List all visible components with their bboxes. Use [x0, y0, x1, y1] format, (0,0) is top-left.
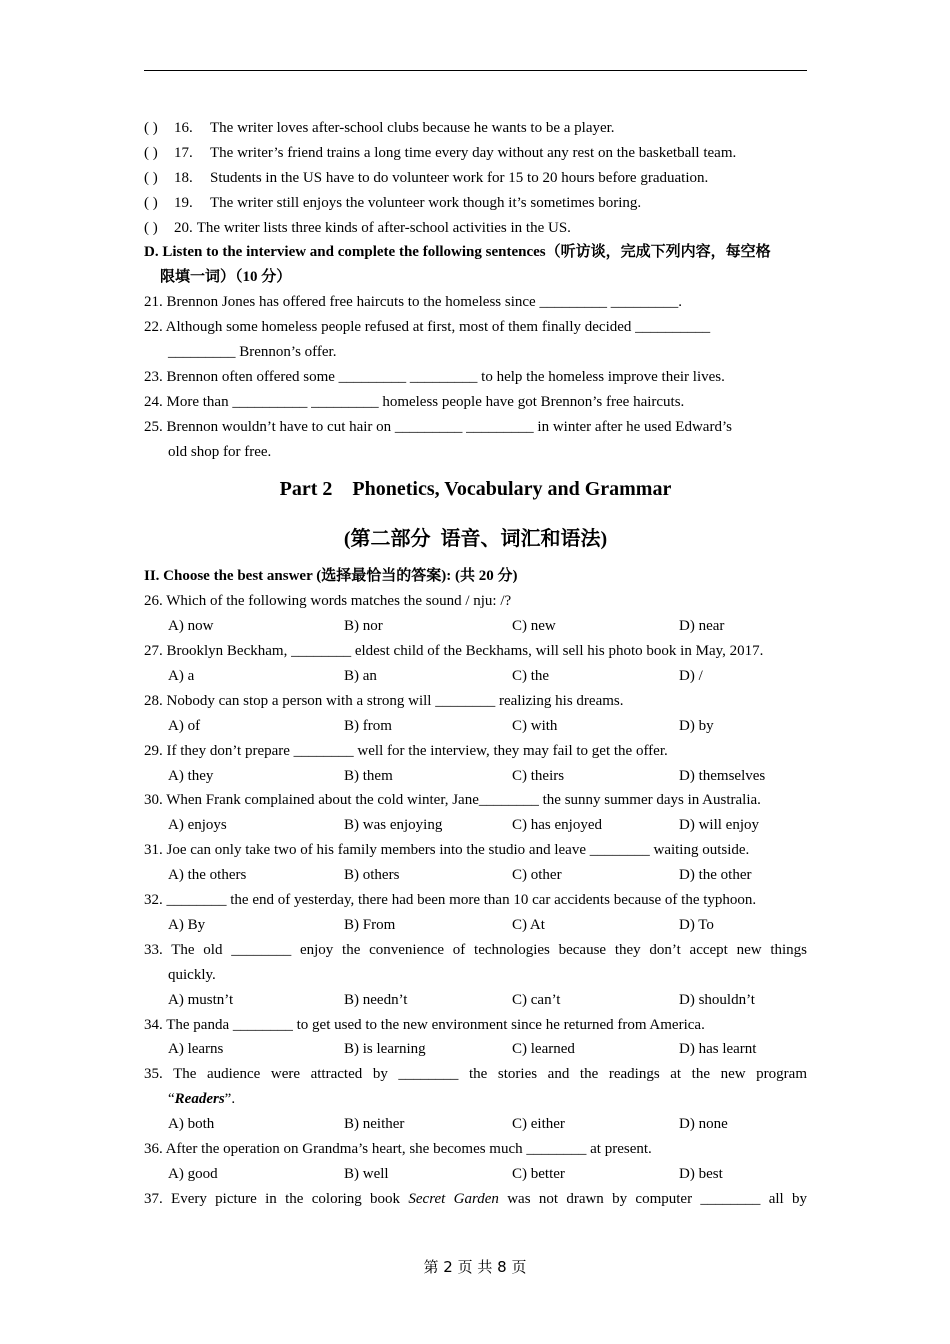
question-number: 17. — [174, 144, 193, 161]
option-c: C) better — [512, 1165, 565, 1182]
mc-options-32 — [144, 913, 807, 938]
option-c: C) learned — [512, 1041, 575, 1058]
section-d-heading: D. Listen to the interview and complete the following sentences（听访谈，完成下列内容，每空格 — [144, 244, 771, 261]
option-c: C) other — [512, 867, 562, 884]
mc-stem-34: 34. The panda ________ to get used to the new environment since he returned from America. — [144, 1016, 705, 1033]
tf-item-16 — [144, 116, 807, 141]
option-a: A) mustn’t — [168, 991, 234, 1008]
mc-stem-27: 27. Brooklyn Beckham, ________ eldest child of the Beckhams, will sell his photo book in May, 2017. — [144, 643, 764, 660]
mc-options-26 — [144, 614, 807, 639]
mc-options-36 — [144, 1162, 807, 1187]
tf-item-18 — [144, 166, 807, 191]
option-b: B) an — [344, 668, 377, 685]
answer-blank: ( ) — [144, 169, 158, 186]
option-b: B) is learning — [344, 1041, 426, 1058]
option-b: B) them — [344, 767, 393, 784]
option-c: C) with — [512, 717, 558, 734]
mc-options-29 — [144, 764, 807, 789]
question-text: The writer loves after-school clubs because he wants to be a player. — [210, 120, 615, 136]
option-a: A) a — [168, 668, 195, 685]
mc-stem-28: 28. Nobody can stop a person with a strong will ________ realizing his dreams. — [144, 692, 624, 709]
mc-stem-33-cont: quickly. — [168, 966, 216, 983]
option-d: D) / — [679, 668, 703, 685]
mc-stem-35-cont — [144, 1087, 807, 1112]
option-d: D) none — [679, 1116, 728, 1133]
mc-stem-32: 32. ________ the end of yesterday, there had been more than 10 car accidents because of the typhoon. — [144, 892, 757, 909]
option-b: B) From — [344, 916, 396, 933]
mc-stem-35: 35. The audience were attracted by ________ the stories and the readings at the new program — [144, 1066, 807, 1083]
option-d: D) near — [679, 618, 725, 635]
option-c: C) new — [512, 618, 556, 635]
option-c: C) At — [512, 916, 545, 933]
option-c: C) has enjoyed — [512, 817, 602, 834]
fill-item-22: 22. Although some homeless people refused at first, most of them finally decided __________ — [144, 319, 711, 336]
section-ii-heading: II. Choose the best answer (选择最恰当的答案): (共 20 分) — [144, 568, 518, 585]
question-text: The writer lists three kinds of after-school activities in the US. — [196, 219, 571, 236]
fill-item-24: 24. More than __________ _________ homeless people have got Brennon’s free haircuts. — [144, 393, 685, 410]
mc-stem-36: 36. After the operation on Grandma’s heart, she becomes much ________ at present. — [144, 1140, 652, 1157]
question-number: 18. — [174, 169, 193, 186]
question-number: 20. — [174, 219, 193, 236]
option-d: D) the other — [679, 867, 752, 884]
option-c: C) can’t — [512, 991, 561, 1008]
mc-options-35 — [144, 1112, 807, 1137]
option-a: A) By — [168, 916, 206, 933]
option-d: D) by — [679, 717, 714, 734]
mc-stem-33: 33. The old ________ enjoy the convenience of technologies because they don’t accept new things — [144, 941, 807, 958]
tf-item-17 — [144, 141, 807, 166]
mc-stem-29: 29. If they don’t prepare ________ well for the interview, they may fail to get the offer. — [144, 742, 668, 759]
book-title: Secret Garden — [408, 1190, 499, 1207]
option-a: A) both — [168, 1116, 215, 1133]
mc-options-27 — [144, 664, 807, 689]
question-number: 16. — [174, 120, 193, 136]
mc-options-28 — [144, 714, 807, 739]
stem-text: was not drawn by computer ________ all by — [507, 1190, 807, 1207]
option-a: A) good — [168, 1165, 218, 1182]
option-d: D) shouldn’t — [679, 991, 755, 1008]
answer-blank: ( ) — [144, 219, 158, 236]
stem-text: 37. Every picture in the coloring book — [144, 1190, 401, 1207]
question-text: The writer’s friend trains a long time every day without any rest on the basketball team. — [210, 144, 737, 161]
option-d: D) best — [679, 1165, 723, 1182]
option-a: A) now — [168, 618, 214, 635]
header-rule — [144, 70, 807, 71]
answer-blank: ( ) — [144, 144, 158, 161]
option-d: D) has learnt — [679, 1041, 757, 1058]
option-a: A) enjoys — [168, 817, 227, 834]
option-c: C) the — [512, 668, 550, 685]
fill-item-25: 25. Brennon wouldn’t have to cut hair on _________ _________ in winter after he used Edward’s — [144, 418, 732, 435]
option-b: B) well — [344, 1165, 389, 1182]
mc-stem-30: 30. When Frank complained about the cold winter, Jane________ the sunny summer days in Australia. — [144, 792, 761, 809]
mc-options-30 — [144, 813, 807, 838]
option-d: D) themselves — [679, 767, 766, 784]
option-b: B) needn’t — [344, 991, 408, 1008]
option-d: D) will enjoy — [679, 817, 759, 834]
question-text: Students in the US have to do volunteer work for 15 to 20 hours before graduation. — [210, 169, 709, 186]
answer-blank: ( ) — [144, 194, 158, 211]
option-a: A) of — [168, 717, 201, 734]
fill-item-22-cont: _________ Brennon’s offer. — [168, 344, 337, 361]
page-footer: 第 2 页 共 8 页 — [423, 1258, 527, 1276]
option-b: B) others — [344, 867, 400, 884]
mc-stem-37 — [144, 1187, 807, 1212]
fill-item-21: 21. Brennon Jones has offered free haircuts to the homeless since _________ _________. — [144, 294, 682, 311]
option-b: B) from — [344, 717, 392, 734]
option-a: A) they — [168, 767, 214, 784]
option-b: B) nor — [344, 618, 383, 635]
mc-options-34 — [144, 1037, 807, 1062]
quote-open: “ — [168, 1091, 175, 1108]
answer-blank: ( ) — [144, 120, 158, 136]
option-c: C) either — [512, 1116, 565, 1133]
mc-options-33 — [144, 988, 807, 1013]
option-d: D) To — [679, 916, 714, 933]
option-b: B) neither — [344, 1116, 405, 1133]
question-number: 19. — [174, 194, 193, 211]
fill-item-23: 23. Brennon often offered some _________ _________ to help the homeless improve their lives. — [144, 368, 725, 385]
option-b: B) was enjoying — [344, 817, 443, 834]
program-name: Readers — [174, 1091, 225, 1108]
page-content — [144, 116, 807, 1212]
section-d-heading-cont: 限填一词）（10 分） — [160, 269, 292, 286]
part2-subtitle: (第二部分 语音、词汇和语法) — [343, 528, 608, 551]
option-a: A) learns — [168, 1041, 224, 1058]
option-a: A) the others — [168, 867, 247, 884]
option-c: C) theirs — [512, 767, 565, 784]
mc-options-31 — [144, 863, 807, 888]
part2-title: Part 2 Phonetics, Vocabulary and Grammar — [279, 478, 672, 501]
tf-item-20 — [144, 216, 807, 241]
mc-stem-26: 26. Which of the following words matches the sound / nju: /? — [144, 593, 512, 610]
quote-close: ”. — [224, 1091, 236, 1108]
tf-item-19 — [144, 191, 807, 216]
mc-stem-31: 31. Joe can only take two of his family members into the studio and leave ________ waiting outside. — [144, 842, 750, 859]
question-text: The writer still enjoys the volunteer work though it’s sometimes boring. — [210, 194, 642, 211]
fill-item-25-cont: old shop for free. — [168, 443, 272, 460]
